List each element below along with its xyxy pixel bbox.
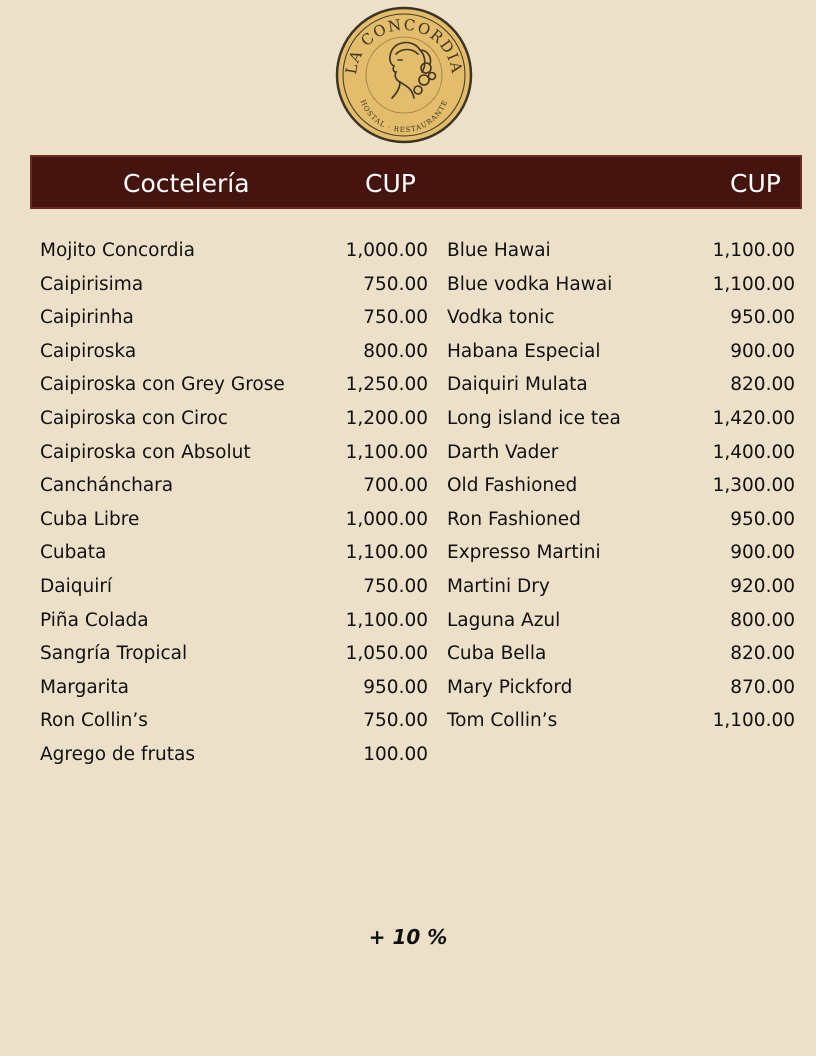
item-name: Caipiroska <box>40 340 137 362</box>
item-name: Laguna Azul <box>447 609 561 631</box>
item-price: 870.00 <box>730 676 795 698</box>
section-title: Coctelería <box>123 169 250 198</box>
item-name: Agrego de frutas <box>40 743 196 765</box>
item-price: 950.00 <box>730 307 795 329</box>
menu-item <box>40 301 428 335</box>
menu-item <box>447 503 795 537</box>
menu-item <box>447 671 795 705</box>
item-price: 800.00 <box>363 340 428 362</box>
menu-item <box>40 738 428 772</box>
item-price: 750.00 <box>363 307 428 329</box>
menu-item <box>447 469 795 503</box>
item-price: 800.00 <box>730 609 795 631</box>
item-name: Sangría Tropical <box>40 643 188 665</box>
item-name: Cubata <box>40 542 107 564</box>
item-price: 820.00 <box>730 643 795 665</box>
item-price: 820.00 <box>730 374 795 396</box>
item-price: 950.00 <box>363 676 428 698</box>
item-name: Ron Collin’s <box>40 710 148 732</box>
menu-item <box>447 436 795 470</box>
menu-header-bar <box>30 155 802 209</box>
item-name: Canchánchara <box>40 475 174 497</box>
menu-item <box>447 570 795 604</box>
item-name: Darth Vader <box>447 441 559 463</box>
item-name: Daiquirí <box>40 575 113 597</box>
menu-item <box>40 637 428 671</box>
menu-item <box>447 536 795 570</box>
item-name: Long island ice tea <box>447 407 621 429</box>
item-price: 750.00 <box>363 710 428 732</box>
menu-item <box>40 402 428 436</box>
item-name: Martini Dry <box>447 575 550 597</box>
menu-item <box>447 604 795 638</box>
item-name: Mary Pickford <box>447 676 573 698</box>
item-name: Tom Collin’s <box>447 710 558 732</box>
menu-item <box>40 234 428 268</box>
item-name: Piña Colada <box>40 609 149 631</box>
item-price: 1,000.00 <box>345 240 428 261</box>
item-name: Caipirinha <box>40 307 134 329</box>
item-price: 900.00 <box>730 542 795 564</box>
menu-item <box>40 436 428 470</box>
item-price: 1,050.00 <box>345 643 428 665</box>
item-price: 1,300.00 <box>712 475 795 497</box>
item-name: Blue vodka Hawai <box>447 273 613 295</box>
item-name: Caipiroska con Ciroc <box>40 407 228 429</box>
menu-item <box>40 604 428 638</box>
menu-item <box>40 570 428 604</box>
logo-emblem <box>334 6 474 144</box>
item-name: Expresso Martini <box>447 542 601 564</box>
svg-text:HOSTAL · RESTAURANTE: HOSTAL · RESTAURANTE <box>358 98 450 135</box>
item-name: Ron Fashioned <box>447 508 581 530</box>
item-price: 1,250.00 <box>345 374 428 396</box>
restaurant-logo <box>334 6 474 144</box>
item-price: 750.00 <box>363 273 428 295</box>
item-name: Blue Hawai <box>447 240 551 261</box>
currency-label-left: CUP <box>365 169 416 198</box>
item-name: Old Fashioned <box>447 475 578 497</box>
menu-item <box>40 704 428 738</box>
item-price: 700.00 <box>363 475 428 497</box>
menu-item <box>447 234 795 268</box>
menu-item <box>447 301 795 335</box>
item-name: Daiquiri Mulata <box>447 374 588 396</box>
svg-text:LA CONCORDIA: LA CONCORDIA <box>341 15 467 76</box>
item-name: Caipiroska con Absolut <box>40 441 251 463</box>
item-price: 920.00 <box>730 575 795 597</box>
item-price: 950.00 <box>730 508 795 530</box>
menu-item <box>447 335 795 369</box>
menu-item <box>447 368 795 402</box>
menu-item <box>40 503 428 537</box>
item-name: Mojito Concordia <box>40 240 195 261</box>
item-name: Cuba Libre <box>40 508 140 530</box>
service-charge-note: + 10 % <box>368 925 448 949</box>
menu-item <box>40 671 428 705</box>
item-price: 1,400.00 <box>712 441 795 463</box>
currency-label-right: CUP <box>730 169 781 198</box>
item-price: 1,420.00 <box>712 407 795 429</box>
menu-column-right <box>447 234 795 738</box>
item-name: Cuba Bella <box>447 643 547 665</box>
item-price: 100.00 <box>363 743 428 765</box>
menu-item <box>40 469 428 503</box>
item-price: 1,000.00 <box>345 508 428 530</box>
item-price: 900.00 <box>730 340 795 362</box>
menu-item <box>40 368 428 402</box>
menu-item <box>40 268 428 302</box>
item-name: Caipiroska con Grey Grose <box>40 374 285 396</box>
menu-item <box>40 536 428 570</box>
item-name: Habana Especial <box>447 340 601 362</box>
item-name: Caipirisima <box>40 273 144 295</box>
menu-item <box>447 268 795 302</box>
menu-item <box>40 335 428 369</box>
item-name: Margarita <box>40 676 129 698</box>
item-price: 750.00 <box>363 575 428 597</box>
item-name: Vodka tonic <box>447 307 555 329</box>
item-price: 1,100.00 <box>345 542 428 564</box>
item-price: 1,100.00 <box>345 441 428 463</box>
item-price: 1,200.00 <box>345 407 428 429</box>
menu-item <box>447 704 795 738</box>
menu-item <box>447 637 795 671</box>
item-price: 1,100.00 <box>712 273 795 295</box>
item-price: 1,100.00 <box>345 609 428 631</box>
item-price: 1,100.00 <box>712 710 795 732</box>
menu-column-left <box>40 234 428 772</box>
item-price: 1,100.00 <box>712 240 795 261</box>
menu-item <box>447 402 795 436</box>
